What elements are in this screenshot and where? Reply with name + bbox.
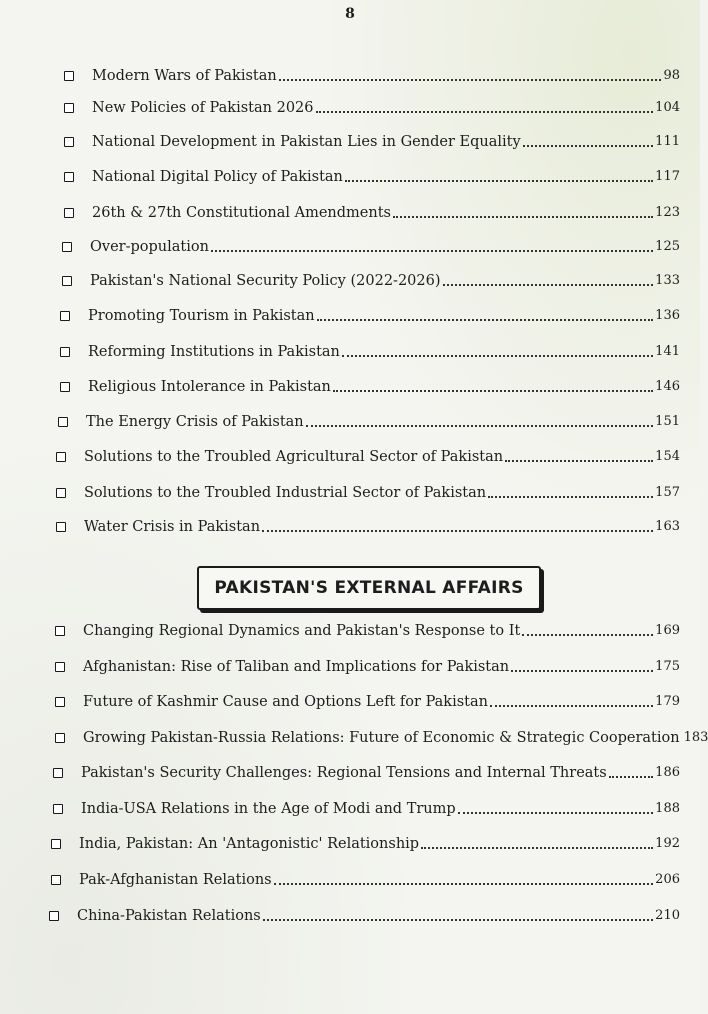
checkbox-bullet-icon	[62, 242, 72, 252]
toc-entry-title: Pakistan's Security Challenges: Regional Tensions and Internal Threats	[81, 765, 607, 781]
toc-entry	[62, 272, 680, 290]
checkbox-bullet-icon	[53, 768, 63, 778]
toc-entry-page: 188	[655, 801, 680, 816]
toc-entry	[60, 343, 680, 361]
toc-entry	[58, 413, 680, 431]
toc-entry	[51, 871, 680, 889]
dot-leader	[342, 355, 653, 357]
toc-entry-title: Afghanistan: Rise of Taliban and Implications for Pakistan	[83, 659, 510, 675]
toc-entry	[49, 907, 680, 925]
toc-entry-title: Solutions to the Troubled Agricultural Sector of Pakistan	[84, 449, 504, 465]
dot-leader	[333, 390, 653, 392]
toc-entry-title: Modern Wars of Pakistan	[92, 68, 277, 84]
toc-entry-page: 210	[655, 908, 680, 923]
dot-leader	[523, 145, 654, 147]
toc-entry	[55, 729, 708, 747]
checkbox-bullet-icon	[60, 311, 70, 321]
checkbox-bullet-icon	[51, 839, 61, 849]
dot-leader	[443, 284, 654, 286]
toc-entry-title: New Policies of Pakistan 2026	[92, 100, 314, 116]
checkbox-bullet-icon	[51, 875, 61, 885]
dot-leader	[505, 460, 653, 462]
dot-leader	[421, 847, 653, 849]
toc-entry-title: India-USA Relations in the Age of Modi and Trump	[81, 801, 456, 817]
toc-entry	[53, 764, 680, 782]
toc-entry-title: National Development in Pakistan Lies in Gender Equality	[92, 134, 521, 150]
section-heading: PAKISTAN'S EXTERNAL AFFAIRS	[214, 578, 524, 598]
toc-entry-title: Promoting Tourism in Pakistan	[88, 308, 315, 324]
dot-leader	[393, 216, 653, 218]
checkbox-bullet-icon	[56, 452, 66, 462]
toc-entry-title: Solutions to the Troubled Industrial Sector of Pakistan	[84, 485, 487, 501]
toc-entry-page: 104	[655, 100, 680, 115]
checkbox-bullet-icon	[53, 804, 63, 814]
toc-entry	[60, 307, 680, 325]
dot-leader	[274, 883, 654, 885]
dot-leader	[306, 425, 654, 427]
toc-entry	[55, 658, 680, 676]
toc-entry-title: China-Pakistan Relations	[77, 908, 261, 924]
toc-entry	[64, 67, 680, 85]
checkbox-bullet-icon	[60, 347, 70, 357]
toc-entry-page: 117	[655, 169, 680, 184]
toc-entry	[53, 800, 680, 818]
toc-entry-page: 169	[655, 623, 680, 638]
dot-leader	[279, 79, 662, 81]
toc-entry-title: Religious Intolerance in Pakistan	[88, 379, 331, 395]
section-heading-box	[197, 566, 541, 610]
dot-leader	[488, 496, 653, 498]
toc-entry	[51, 835, 680, 853]
checkbox-bullet-icon	[64, 71, 74, 81]
toc-entry	[64, 168, 680, 186]
dot-leader	[609, 776, 653, 778]
toc-entry-page: 175	[655, 659, 680, 674]
toc-entry-page: 157	[655, 485, 680, 500]
checkbox-bullet-icon	[55, 733, 65, 743]
toc-entry-page: 146	[655, 379, 680, 394]
toc-entry	[60, 378, 680, 396]
checkbox-bullet-icon	[58, 417, 68, 427]
toc-entry-title: Over-population	[90, 239, 209, 255]
checkbox-bullet-icon	[64, 137, 74, 147]
dot-leader	[522, 634, 653, 636]
toc-entry-title: National Digital Policy of Pakistan	[92, 169, 343, 185]
toc-entry-title: Future of Kashmir Cause and Options Left for Pakistan	[83, 694, 488, 710]
toc-entry-title: Pakistan's National Security Policy (2022-2026)	[90, 273, 441, 289]
toc-entry-page: 163	[655, 519, 680, 534]
dot-leader	[345, 180, 653, 182]
toc-entry-title: Changing Regional Dynamics and Pakistan's Response to It	[83, 623, 521, 639]
toc-entry-page: 125	[655, 239, 680, 254]
toc-entry-title: The Energy Crisis of Pakistan	[86, 414, 304, 430]
toc-entry	[55, 622, 680, 640]
toc-entry-page: 136	[655, 308, 680, 323]
checkbox-bullet-icon	[64, 172, 74, 182]
checkbox-bullet-icon	[55, 626, 65, 636]
toc-entry	[55, 693, 680, 711]
toc-entry	[56, 518, 680, 536]
toc-entry	[56, 448, 680, 466]
toc-entry-title: Pak-Afghanistan Relations	[79, 872, 272, 888]
checkbox-bullet-icon	[60, 382, 70, 392]
checkbox-bullet-icon	[49, 911, 59, 921]
checkbox-bullet-icon	[55, 662, 65, 672]
toc-entry-page: 183	[683, 730, 708, 745]
page-number: 8	[345, 6, 355, 22]
checkbox-bullet-icon	[62, 276, 72, 286]
dot-leader	[211, 250, 653, 252]
checkbox-bullet-icon	[64, 208, 74, 218]
toc-entry	[62, 238, 680, 256]
checkbox-bullet-icon	[64, 103, 74, 113]
toc-entry-page: 133	[655, 273, 680, 288]
dot-leader	[317, 319, 654, 321]
checkbox-bullet-icon	[56, 488, 66, 498]
toc-entry	[64, 204, 680, 222]
toc-entry-page: 192	[655, 836, 680, 851]
toc-entry	[56, 484, 680, 502]
toc-entry-page: 206	[655, 872, 680, 887]
dot-leader	[511, 670, 653, 672]
toc-entry-title: India, Pakistan: An 'Antagonistic' Relationship	[79, 836, 420, 852]
toc-entry-title: Growing Pakistan-Russia Relations: Future of Economic & Strategic Cooperation	[83, 730, 680, 746]
toc-entry	[64, 99, 680, 117]
toc-entry-page: 154	[655, 449, 680, 464]
dot-leader	[263, 919, 653, 921]
checkbox-bullet-icon	[56, 522, 66, 532]
dot-leader	[316, 111, 654, 113]
toc-entry-page: 179	[655, 694, 680, 709]
toc-entry-page: 123	[655, 205, 680, 220]
toc-entry-page: 141	[655, 344, 680, 359]
toc-entry-page: 98	[663, 68, 680, 83]
toc-entry-title: Water Crisis in Pakistan	[84, 519, 261, 535]
toc-entry-page: 186	[655, 765, 680, 780]
toc-entry	[64, 133, 680, 151]
toc-entry-page: 111	[655, 134, 680, 149]
toc-entry-title: 26th & 27th Constitutional Amendments	[92, 205, 391, 221]
dot-leader	[458, 812, 654, 814]
checkbox-bullet-icon	[55, 697, 65, 707]
toc-entry-page: 151	[655, 414, 680, 429]
dot-leader	[490, 705, 653, 707]
toc-entry-title: Reforming Institutions in Pakistan	[88, 344, 340, 360]
dot-leader	[262, 530, 653, 532]
